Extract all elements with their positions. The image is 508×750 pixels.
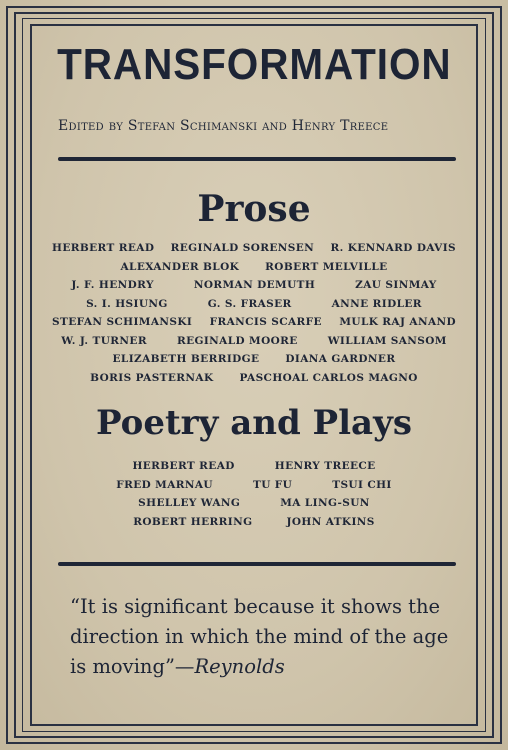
contributor-name: ZAU SINMAY bbox=[355, 279, 437, 291]
contributor-name: PASCHOAL CARLOS MAGNO bbox=[239, 371, 418, 384]
book-title: TRANSFORMATION bbox=[57, 40, 452, 89]
editors-line: Edited by Stefan Schimanski and Henry Treece bbox=[58, 118, 389, 134]
contributor-name: J. F. HENDRY bbox=[71, 279, 154, 291]
contributor-name: FRANCIS SCARFE bbox=[209, 316, 322, 328]
contributor-row bbox=[40, 313, 468, 332]
divider-bottom bbox=[58, 562, 456, 566]
contributor-name: TU FU bbox=[252, 478, 293, 491]
contributor-name: FRED MARNAU bbox=[116, 478, 213, 491]
contributor-name: REGINALD MOORE bbox=[176, 334, 298, 347]
contributor-name: WILLIAM SANSOM bbox=[327, 334, 447, 347]
contributor-name: MULK RAJ ANAND bbox=[339, 316, 456, 328]
contributor-name: R. KENNARD DAVIS bbox=[330, 242, 456, 254]
contributor-name: HERBERT READ bbox=[132, 460, 235, 472]
quote-text: “It is significant because it shows the direction in which the mind of the age is moving”— bbox=[70, 595, 449, 678]
contributor-name: BORIS PASTERNAK bbox=[90, 371, 214, 384]
contributor-row bbox=[40, 239, 468, 258]
contributor-name: TSUI CHI bbox=[332, 478, 392, 491]
contributor-name: REGINALD SORENSEN bbox=[170, 242, 315, 254]
prose-heading: Prose bbox=[197, 188, 311, 230]
contributor-name: G. S. FRASER bbox=[207, 297, 292, 310]
contributor-name: SHELLEY WANG bbox=[138, 497, 241, 509]
contributor-name: HERBERT READ bbox=[52, 242, 155, 254]
contributor-name: S. I. HSIUNG bbox=[86, 297, 168, 310]
contributor-row bbox=[40, 295, 468, 314]
contributor-row bbox=[40, 494, 468, 513]
contributor-name: W. J. TURNER bbox=[61, 334, 147, 347]
contributor-row bbox=[40, 513, 468, 532]
contributor-row bbox=[40, 350, 468, 369]
contributor-name: ALEXANDER BLOK bbox=[120, 260, 240, 273]
contributor-name: ROBERT MELVILLE bbox=[265, 260, 388, 273]
contributor-name: ANNE RIDLER bbox=[331, 297, 422, 310]
contributor-name: JOHN ATKINS bbox=[286, 515, 375, 528]
divider-top bbox=[58, 157, 456, 161]
poetry-contributors bbox=[40, 457, 468, 531]
poetry-heading: Poetry and Plays bbox=[96, 403, 412, 443]
contributor-name: ELIZABETH BERRIDGE bbox=[112, 353, 260, 365]
contributor-row bbox=[40, 369, 468, 388]
contributor-name: NORMAN DEMUTH bbox=[193, 279, 316, 291]
contributor-name: ROBERT HERRING bbox=[133, 515, 253, 528]
contributor-row bbox=[40, 457, 468, 476]
prose-contributors bbox=[40, 239, 468, 387]
contributor-name: MA LING-SUN bbox=[280, 497, 370, 509]
contributor-row bbox=[40, 476, 468, 495]
contributor-name: HENRY TREECE bbox=[274, 460, 376, 472]
quote-author: Reynolds bbox=[194, 655, 285, 678]
contributor-name: STEFAN SCHIMANSKI bbox=[52, 316, 193, 328]
contributor-row bbox=[40, 276, 468, 295]
contributor-row bbox=[40, 332, 468, 351]
contributor-row bbox=[40, 258, 468, 277]
review-quote bbox=[70, 592, 460, 682]
contributor-name: DIANA GARDNER bbox=[285, 353, 396, 365]
